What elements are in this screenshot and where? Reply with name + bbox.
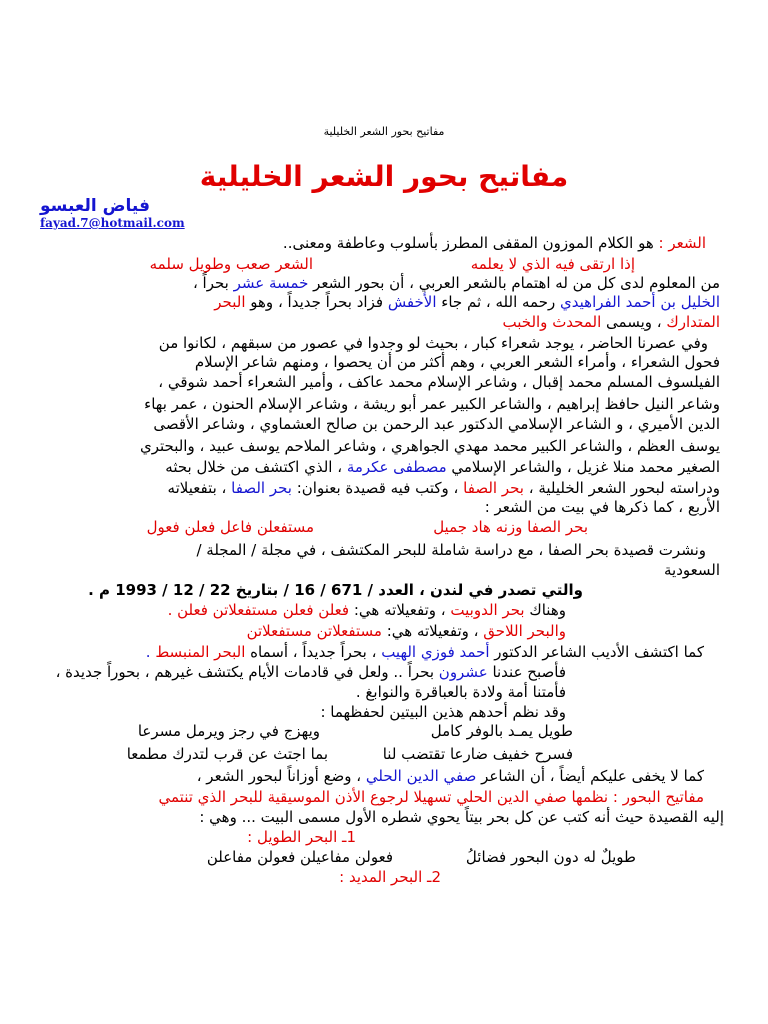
text: كما لا يخفى عليكم أيضاً ، أن الشاعر [476, 767, 704, 785]
verse5-first-hemistich: طويلٌ له دون البحور فضائلُ [465, 848, 636, 866]
paragraph-intro [193, 274, 720, 293]
verse4-first-hemistich: فسرح خفيف ضارعا تقتضب لنا [382, 745, 573, 763]
paragraph-mutadarak [503, 313, 721, 332]
paragraph-twenty [56, 663, 566, 682]
page-title: مفاتيح بحور الشعر الخليلية [199, 160, 569, 193]
lahiq-feet: مستفعلاتن مستفعلاتن [246, 622, 382, 640]
paragraph-two-verses: وقد نظم أحدهم هذين البيتين لحفظهما : [320, 703, 566, 721]
safa-title: بحر الصفا [231, 479, 292, 497]
text: فأصبح عندنا [487, 663, 566, 681]
text: . [145, 643, 156, 661]
text: ، وكتب فيه قصيدة بعنوان: [291, 479, 464, 497]
poetry-label: الشعر : [658, 234, 706, 252]
definition-text: هو الكلام الموزون المقفى المطرز بأسلوب وعاطفة ومعنى.. [282, 234, 659, 252]
text: بحراً .. ولعل في قادمات الأيام يكتشف غيرهم ، بحوراً جديدة ، [55, 663, 439, 681]
text: الصغير محمد منلا غزيل ، والشاعر الإسلامي [446, 458, 720, 476]
dubait-feet: فعلن فعلن مستفعلاتن فعلن . [167, 601, 350, 619]
verse1-second-hemistich: إذا ارتقى فيه الذي لا يعلمه [470, 255, 635, 273]
text: ، وتفعيلاته هي: [381, 622, 484, 640]
verse5-second-hemistich: فعولن مفاعيلن فعولن مفاعلن [206, 848, 393, 866]
text: ، ويسمى [601, 313, 667, 331]
lahiq-term: والبحر اللاحق [483, 622, 566, 640]
text: ، وتفعيلاته هي: [349, 601, 451, 619]
munbasit-term: البحر المنبسط [155, 643, 246, 661]
verse4-second-hemistich: بما اجتث عن قرب لتدرك مطمعا [126, 745, 328, 763]
khalil-name: الخليل بن أحمد الفراهيدي [560, 293, 720, 311]
author-email-link[interactable]: fayad.7@hotmail.com [40, 216, 185, 230]
ikrima-name: مصطفى عكرمة [346, 458, 447, 476]
poets-line-6: يوسف العظم ، والشاعر الكبير محمد مهدي الجواهري ، وشاعر الملاحم يوسف عبيد ، والبحتري [139, 437, 720, 455]
poets-line-1: وفي عصرنا الحاضر ، يوجد شعراء كبار ، بحيث لو وجدوا في عصور من سبقهم ، لكانوا من [158, 334, 708, 352]
hilli-name: صفي الدين الحلي [365, 767, 477, 785]
paragraph-dubait [168, 601, 566, 620]
paragraph-keys [159, 788, 705, 807]
text: ، بحراً جديداً ، أسماه [245, 643, 382, 661]
text: وهناك [524, 601, 566, 619]
paragraph-poem: إليه القصيدة حيث أنه كتب عن كل بحر بيتاً يحوي شطره الأول مسمى البيت ... وهي : [199, 808, 724, 826]
mutadarak: المتدارك [666, 313, 720, 331]
poets-line-5: الدين الأميري ، و الشاعر الإسلامي الدكتور عبد الرحمن بن صالح العشماوي ، وشاعر الأقصى [153, 415, 720, 433]
paragraph-khalil [214, 293, 720, 312]
akhfash-name: الأخفش [387, 293, 437, 311]
bahr-word: البحر [214, 293, 246, 311]
count-fifteen: خمسة عشر [233, 274, 309, 292]
paragraph-safa [168, 479, 720, 498]
text: بحراً ، [192, 274, 234, 292]
keys-label: مفاتيح البحور [622, 788, 704, 806]
safa-term: بحر الصفا [463, 479, 524, 497]
author-name: فياض العبسو [40, 196, 150, 216]
text: ، وضع أوزاناً لبحور الشعر ، [196, 767, 366, 785]
hayb-name: أحمد فوزي الهيب [381, 643, 490, 661]
paragraph-munbasit [146, 643, 704, 662]
poets-line-4: وشاعر النيل حافظ إبراهيم ، والشاعر الكبير عمر أبو ريشة ، وشاعر الإسلام الحنون ، عمر بهاء [144, 395, 720, 413]
verse2-first-hemistich: بحر الصفا وزنه هاد جميل [433, 518, 588, 536]
heading-madid: 2ـ البحر المديد : [339, 868, 441, 886]
verse3-first-hemistich: طويل يمـد بالوفر كامل [430, 722, 573, 740]
paragraph-issue: والتي تصدر في لندن ، العدد / 671 / 16 / بتاريخ 22 / 12 / 1993 م . [88, 581, 583, 599]
paragraph-saudi: السعودية [663, 561, 720, 579]
paragraph-hilli [197, 767, 704, 786]
paragraph-four-feet: الأربع ، كما ذكرها في بيت من الشعر : [484, 498, 720, 516]
running-header: مفاتيح بحور الشعر الخليلية [323, 125, 445, 138]
text: من المعلوم لدى كل من له اهتمام بالشعر العربي ، أن بحور الشعر [308, 274, 720, 292]
dubait-term: بحر الدوبيت [450, 601, 525, 619]
keys-text: : نظمها صفي الدين الحلي تسهيلا لرجوع الأذن الموسيقية للبحر الذي تنتمي [158, 788, 623, 806]
text: ودراسته لبحور الشعر الخليلية ، [523, 479, 720, 497]
text: فزاد بحراً جديداً ، وهو [245, 293, 388, 311]
verse1-first-hemistich: الشعر صعب وطويل سلمه [149, 255, 313, 273]
text: ، بتفعيلاته [167, 479, 232, 497]
count-twenty: عشرون [438, 663, 488, 681]
heading-tawil: 1ـ البحر الطويل : [247, 828, 356, 846]
paragraph-nation: فأمتنا أمة ولادة بالعباقرة والنوابغ . [355, 683, 566, 701]
poets-line-3: الفيلسوف المسلم محمد إقبال ، وشاعر الإسلام محمد عاكف ، وأمير الشعراء أحمد شوقي ، [158, 373, 720, 391]
paragraph-definition [283, 234, 706, 253]
text: ، الذي اكتشف من خلال بحثه [165, 458, 347, 476]
poets-line-2: فحول الشعراء ، وأمراء الشعر العربي ، وهم أكثر من أن يحصوا ، ومنهم شاعر الإسلام [194, 353, 720, 371]
paragraph-published: ونشرت قصيدة بحر الصفا ، مع دراسة شاملة للبحر المكتشف ، في مجلة / المجلة / [196, 541, 706, 559]
verse2-second-hemistich: مستفعلن فاعل فعلن فعول [146, 518, 314, 536]
paragraph-ikrima [165, 458, 720, 477]
muhdath: المحدث والخبب [502, 313, 602, 331]
text: كما اكتشف الأديب الشاعر الدكتور [489, 643, 704, 661]
text: رحمه الله ، ثم جاء [436, 293, 561, 311]
verse3-second-hemistich: ويهزج في رجز ويرمل مسرعا [137, 722, 320, 740]
paragraph-lahiq [247, 622, 566, 641]
